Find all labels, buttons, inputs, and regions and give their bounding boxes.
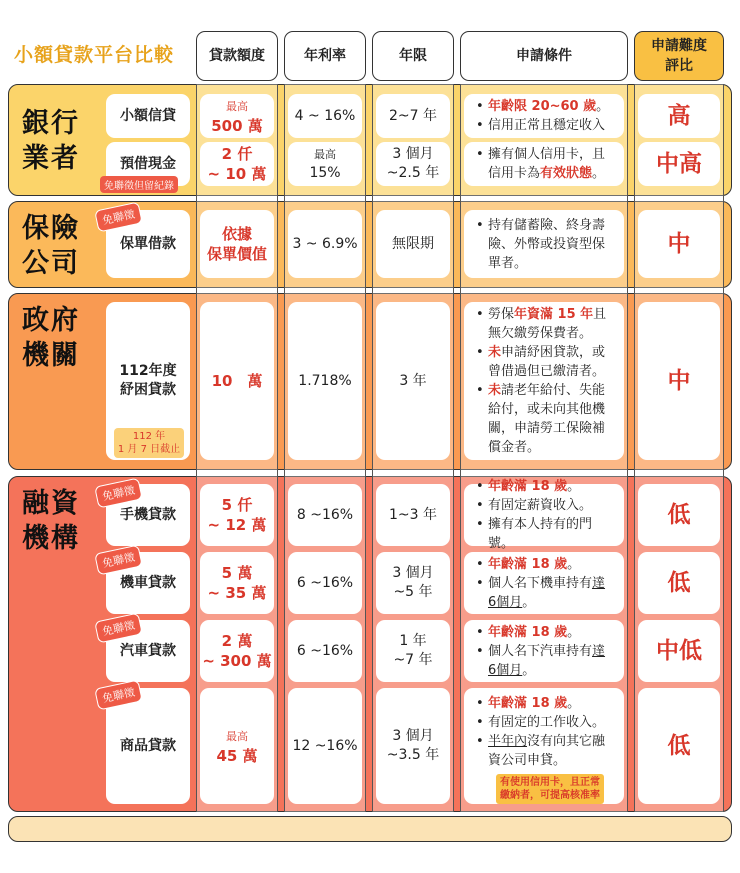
- term-cell: 3 個月 ~2.5 年: [376, 142, 450, 186]
- amount-cell: 2 萬 ~ 300 萬: [200, 620, 274, 682]
- header-term: 年限: [372, 31, 454, 81]
- product-name: 小額信貸: [120, 107, 176, 124]
- section-label-insurance: 保險 公司: [22, 213, 80, 279]
- product-name: 保單借款: [120, 235, 176, 252]
- term-cell: 1~3 年: [376, 484, 450, 546]
- amount-cell: 最高 500 萬: [200, 94, 274, 138]
- amount-cell: 最高 45 萬: [200, 688, 274, 804]
- section-label-bank: 銀行 業者: [22, 108, 80, 174]
- section-label-government: 政府 機關: [22, 305, 80, 371]
- rate-cell: 6 ~16%: [288, 552, 362, 614]
- rate-cell: 8 ~16%: [288, 484, 362, 546]
- product-card: [106, 94, 190, 138]
- no-credit-check-tag: 免聯徵: [94, 613, 143, 644]
- product-name: 112年度: [119, 363, 177, 379]
- header-rate: 年利率: [284, 31, 366, 81]
- page-title: 小額貸款平台比較: [14, 44, 175, 66]
- footer-bar: [8, 816, 732, 842]
- approval-tip-note: 有使用信用卡，且正常 繳納者，可提高核准率: [496, 774, 604, 804]
- product-name: 手機貸款: [120, 506, 176, 523]
- deadline-badge: 112 年 1 月 7 日截止: [114, 428, 184, 458]
- product-name: 機車貸款: [120, 574, 176, 591]
- rate-cell: 12 ~16%: [288, 688, 362, 804]
- amount-cell: 依據 保單價值: [200, 210, 274, 278]
- difficulty-cell: 低: [638, 552, 720, 614]
- conditions-cell: • 年齡滿 18 歲。 • 個人名下機車持有達 6個月。: [464, 552, 624, 614]
- amount-cell: 5 萬 ~ 35 萬: [200, 552, 274, 614]
- difficulty-cell: 中低: [638, 620, 720, 682]
- term-cell: 3 年: [376, 302, 450, 460]
- product-name: 商品貸款: [120, 737, 176, 754]
- term-cell: 2~7 年: [376, 94, 450, 138]
- conditions-cell: • 年齡限 20~60 歲。 • 信用正常且穩定收入: [464, 94, 624, 138]
- term-cell: 3 個月 ~3.5 年: [376, 688, 450, 804]
- no-credit-check-tag: 免聯徵: [94, 202, 143, 233]
- difficulty-cell: 中: [638, 302, 720, 460]
- rate-cell: 1.718%: [288, 302, 362, 460]
- conditions-cell: • 擁有個人信用卡，且 信用卡為有效狀態。: [464, 142, 624, 186]
- difficulty-cell: 低: [638, 688, 720, 804]
- conditions-cell: • 年齡滿 18 歲。 • 個人名下汽車持有達 6個月。: [464, 620, 624, 682]
- no-credit-check-tag: 免聯徵: [94, 545, 143, 576]
- no-credit-check-tag: 免聯徵但留紀錄: [100, 176, 178, 193]
- rate-cell: 6 ~16%: [288, 620, 362, 682]
- difficulty-cell: 高: [638, 94, 720, 138]
- header-amount: 貸款額度: [196, 31, 278, 81]
- amount-cell: 5 仟 ~ 12 萬: [200, 484, 274, 546]
- product-card: 112年度 紓困貸款: [106, 302, 190, 460]
- difficulty-cell: 中高: [638, 142, 720, 186]
- difficulty-cell: 中: [638, 210, 720, 278]
- amount-cell: 10 萬: [200, 302, 274, 460]
- section-label-finance: 融資 機構: [22, 488, 80, 554]
- conditions-cell: • 勞保年資滿 15 年且 無欠繳勞保費者。 • 未申請紓困貸款，或 曾借過但已繳清者。 • 未請老年給付、失能 給付，或未向其他機 關，申請勞工保險補 償金者。: [464, 302, 624, 460]
- conditions-cell: • 年齡滿 18 歲。 • 有固定薪資收入。 • 擁有本人持有的門號。: [464, 484, 624, 546]
- product-name: 預借現金: [120, 155, 176, 172]
- product-name: 汽車貸款: [120, 642, 176, 659]
- header-difficulty: 申請難度評比: [634, 31, 724, 81]
- term-cell: 1 年 ~7 年: [376, 620, 450, 682]
- no-credit-check-tag: 免聯徵: [94, 478, 143, 509]
- rate-cell: 4 ~ 16%: [288, 94, 362, 138]
- header-conditions: 申請條件: [460, 31, 628, 81]
- no-credit-check-tag: 免聯徵: [94, 680, 143, 711]
- rate-cell: 3 ~ 6.9%: [288, 210, 362, 278]
- conditions-cell: • 年齡滿 18 歲。 • 有固定的工作收入。 • 半年內沒有向其它融 資公司申貸。 有使用信用卡，且正常 繳納者，可提高核准率: [464, 688, 624, 804]
- conditions-cell: • 持有儲蓄險、終身壽 險、外幣或投資型保 單者。: [464, 210, 624, 278]
- term-cell: 無限期: [376, 210, 450, 278]
- amount-cell: 2 仟 ~ 10 萬: [200, 142, 274, 186]
- rate-cell: 最高 15%: [288, 142, 362, 186]
- term-cell: 3 個月 ~5 年: [376, 552, 450, 614]
- difficulty-cell: 低: [638, 484, 720, 546]
